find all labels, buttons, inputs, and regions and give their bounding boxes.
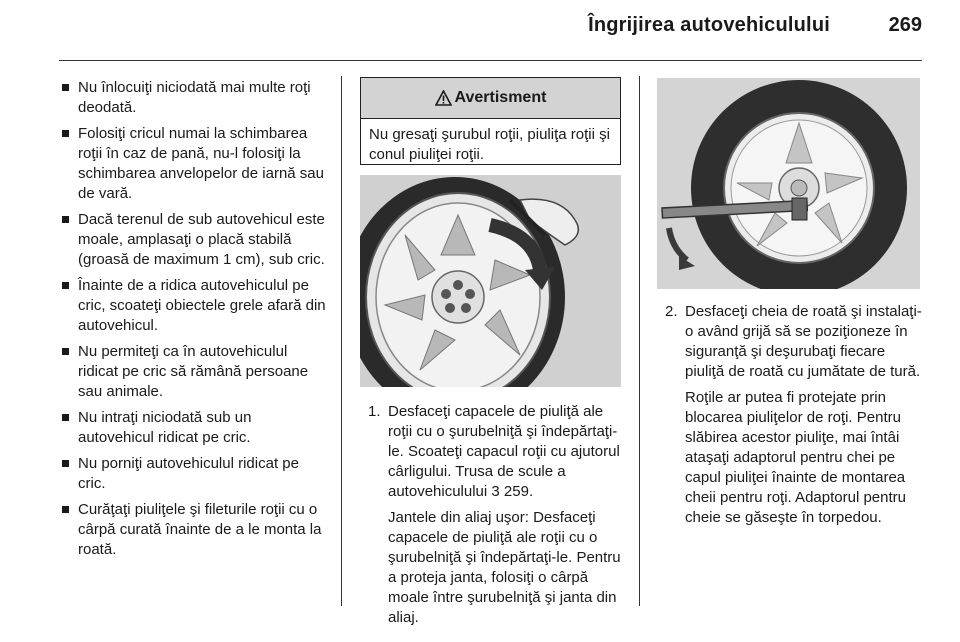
column-divider-2 (639, 76, 640, 606)
column-divider-1 (341, 76, 342, 606)
hubcap-removal-illustration (360, 175, 621, 387)
list-item: Nu intraţi niciodată sub un autovehicul ridicat pe cric. (62, 408, 327, 448)
list-item: Dacă terenul de sub autovehicul este moale, amplasaţi o placă stabilă (groasă de maximum 1 cm), sub cric. (62, 210, 327, 270)
step-note: Roţile ar putea fi protejate prin blocarea piuliţelor de roţi. Pentru slăbirea acestor piuliţe, mai întâi ataşaţi adaptorul pentru chei pe capul piuliţei înainte de montarea cheii pentru roţi. Adaptorul pentru cheie se găseşte în torpedou. (685, 389, 906, 526)
step-text: Desfaceţi cheia de roată şi instalaţi-o având grijă să se poziţioneze în siguranţă şi deşurubaţi fiecare piuliţă de roată cu jumătate de tură. (685, 303, 922, 380)
header-divider (59, 60, 922, 61)
step-1 (368, 402, 623, 634)
list-item: Nu permiteţi ca în autovehiculul ridicat pe cric să rămână persoane sau animale. (62, 342, 327, 402)
step-text: Desfaceţi capacele de piuliţă ale roţii cu o şurubelniţă şi îndepărtaţi-le. Scoateţi capacul roţii cu ajutorul cârligului. Trusa de scule a autovehiculului 3 259. (388, 403, 620, 500)
page-title: Îngrijirea autovehiculului (588, 14, 830, 36)
bullet-square-icon (62, 460, 69, 467)
precautions-list (62, 78, 327, 566)
bullet-square-icon (62, 84, 69, 91)
page-number: 269 (888, 14, 922, 36)
step-note: Jantele din aliaj uşor: Desfaceţi capacele de piuliţă ale roţii cu o şurubelniţă şi îndepărtaţi-le. Pentru a proteja janta, folosiţi o cârpă moale între şurubelniţă şi janta din aliaj. (388, 509, 621, 626)
warning-text: Nu gresaţi şurubul roţii, piuliţa roţii şi conul piuliţei roţii. (369, 126, 610, 163)
list-item: Curăţaţi piuliţele şi fileturile roţii cu o cârpă curată înainte de a le monta la roată. (62, 500, 327, 560)
step-number: 2. (665, 303, 678, 320)
list-item: Înainte de a ridica autovehiculul pe cric, scoateţi obiectele grele afară din autovehicul. (62, 276, 327, 336)
bullet-square-icon (62, 130, 69, 137)
warning-header (361, 78, 620, 119)
list-item: Nu porniţi autovehiculul ridicat pe cric. (62, 454, 327, 494)
bullet-square-icon (62, 506, 69, 513)
bullet-square-icon (62, 282, 69, 289)
wheel-wrench-illustration (657, 78, 920, 289)
warning-title: Avertisment (454, 89, 547, 106)
bullet-square-icon (62, 414, 69, 421)
warning-box (360, 77, 621, 165)
list-item: Folosiţi cricul numai la schimbarea roţii în caz de pană, nu-l folosiţi la schimbarea anvelopelor de iarnă sau de vară. (62, 124, 327, 204)
bullet-square-icon (62, 348, 69, 355)
bullet-square-icon (62, 216, 69, 223)
list-item: Nu înlocuiţi niciodată mai multe roţi deodată. (62, 78, 327, 118)
step-2 (665, 302, 923, 534)
warning-triangle-icon (435, 90, 452, 106)
step-number: 1. (368, 403, 381, 420)
